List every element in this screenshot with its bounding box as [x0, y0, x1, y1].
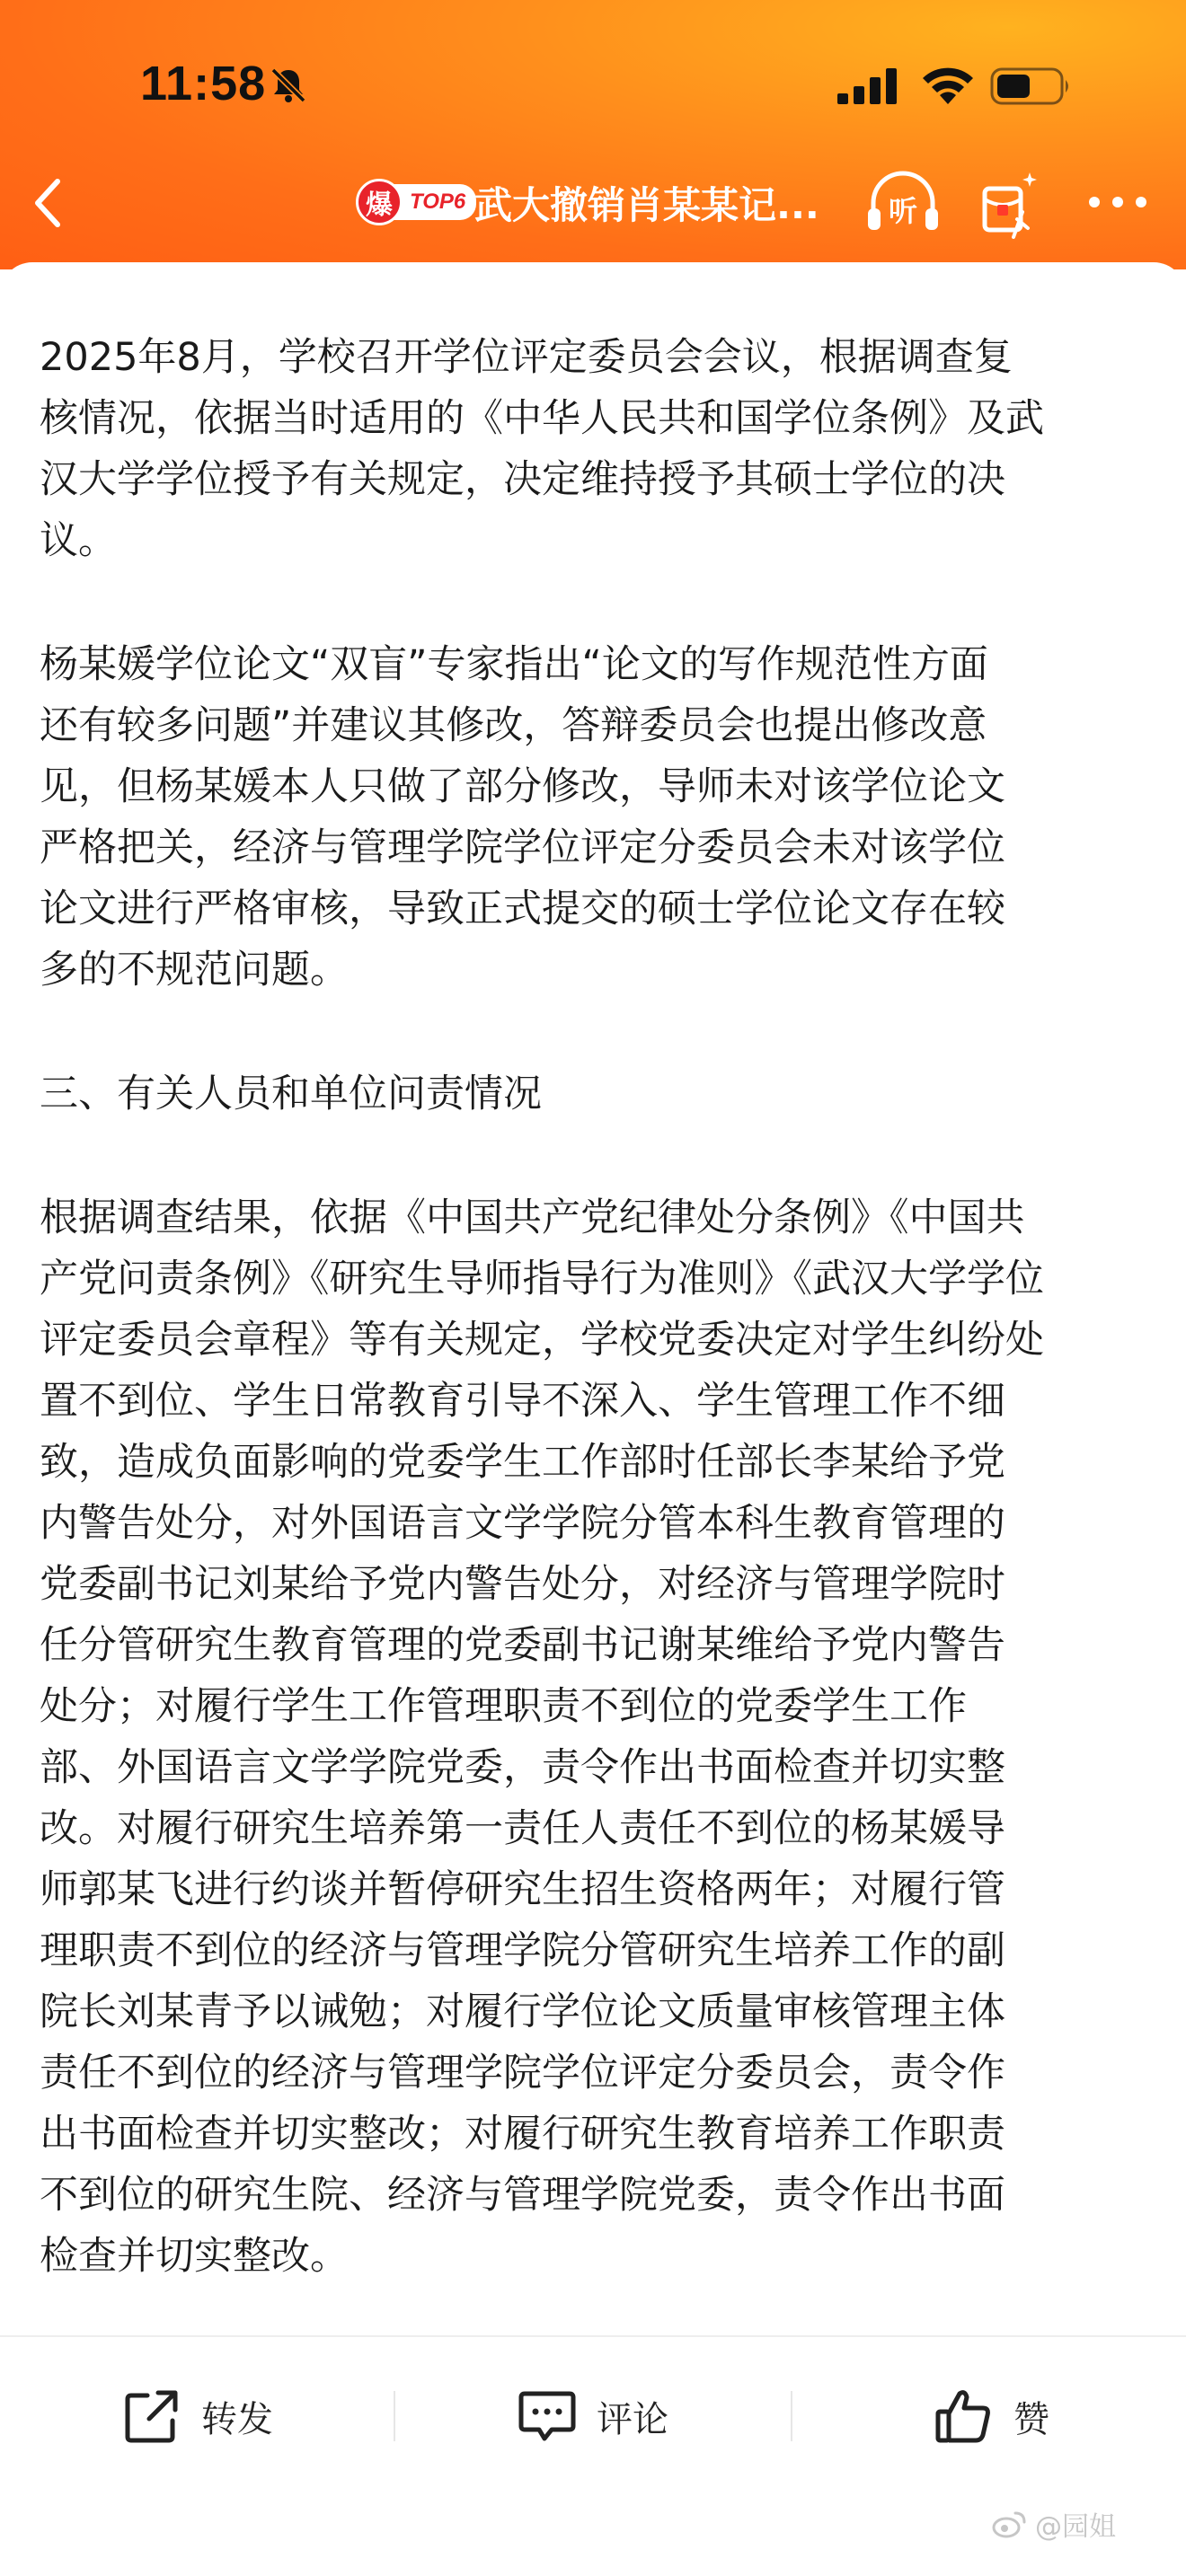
back-icon[interactable] — [25, 167, 70, 239]
bell-off-icon — [268, 65, 309, 106]
hot-rank-badge — [356, 178, 476, 226]
thumbs-up-icon — [934, 2386, 994, 2446]
rank-tag: TOP6 — [394, 184, 476, 220]
headphones-icon[interactable] — [863, 167, 943, 239]
watermark — [992, 2504, 1116, 2544]
watermark-text: @园姐 — [1035, 2511, 1116, 2543]
header — [0, 0, 1186, 269]
text-line: 评定委员会章程》等有关规定，学校党委决定对学生纠纷处 — [40, 1318, 1044, 1363]
page-title[interactable]: 武大撤销肖某某记... — [474, 183, 819, 227]
text-line: 检查并切实整改。 — [40, 2234, 349, 2279]
text-line: 致，造成负面影响的党委学生工作部时任部长李某给予党 — [40, 1440, 1005, 1485]
text-line: 置不到位、学生日常教育引导不深入、学生管理工作不细 — [40, 1379, 1005, 1424]
text-line: 产党问责条例》《研究生导师指导行为准则》《武汉大学学位 — [40, 1257, 1044, 1301]
paragraph — [40, 327, 1154, 571]
content-card — [0, 262, 1186, 2337]
text-line: 根据调查结果，依据《中国共产党纪律处分条例》《中国共 — [40, 1195, 1025, 1240]
text-line: 改。对履行研究生培养第一责任人责任不到位的杨某媛导 — [40, 1806, 1005, 1851]
status-time: 11:58 — [140, 57, 267, 110]
like-button[interactable] — [934, 2380, 1049, 2452]
paragraph — [40, 1187, 1154, 2287]
share-icon — [122, 2386, 181, 2446]
text-line: 还有较多问题”并建议其修改，答辩委员会也提出修改意 — [40, 703, 987, 748]
text-line: 不到位的研究生院、经济与管理学院党委，责令作出书面 — [40, 2173, 1005, 2218]
text-line: 理职责不到位的经济与管理学院分管研究生培养工作的副 — [40, 1928, 1005, 1973]
text-line: 汉大学学位授予有关规定，决定维持授予其硕士学位的决 — [40, 457, 1005, 502]
cellular-signal-icon — [836, 68, 898, 104]
text-line: 见，但杨某媛本人只做了部分修改，导师未对该学位论文 — [40, 764, 1005, 809]
forward-label: 转发 — [201, 2398, 273, 2440]
listen-label: 听 — [888, 194, 918, 228]
section-heading — [40, 1063, 1154, 1125]
text-line: 院长刘某青予以诫勉；对履行学位论文质量审核管理主体 — [40, 1989, 1005, 2034]
forward-button[interactable] — [122, 2380, 273, 2452]
weibo-logo-icon — [992, 2510, 1028, 2538]
red-packet-icon[interactable] — [978, 165, 1042, 241]
text-line: 议。 — [40, 518, 117, 563]
text-line: 出书面检查并切实整改；对履行研究生教育培养工作职责 — [40, 2112, 1005, 2157]
text-line: 杨某媛学位论文“双盲”专家指出“论文的写作规范性方面 — [40, 642, 988, 687]
status-bar — [0, 0, 1186, 153]
comment-button[interactable] — [518, 2380, 668, 2452]
text-line: 严格把关，经济与管理学院学位评定分委员会未对该学位 — [40, 825, 1005, 870]
article-body — [40, 327, 1154, 2287]
text-line: 责任不到位的经济与管理学院学位评定分委员会，责令作 — [40, 2051, 1005, 2095]
wifi-icon — [920, 65, 976, 106]
text-line: 师郭某飞进行约谈并暂停研究生招生资格两年；对履行管 — [40, 1867, 1005, 1912]
text-line: 内警告处分，对外国语言文学学院分管本科生教育管理的 — [40, 1501, 1005, 1546]
battery-icon — [990, 66, 1073, 106]
action-bar — [0, 2335, 1186, 2490]
text-line: 任分管研究生教育管理的党委副书记谢某维给予党内警告 — [40, 1623, 1005, 1668]
divider — [394, 2391, 395, 2441]
text-line: 多的不规范问题。 — [40, 948, 349, 992]
divider — [791, 2391, 792, 2441]
text-line: 部、外国语言文学学院党委，责令作出书面检查并切实整 — [40, 1745, 1005, 1790]
text-line: 三、有关人员和单位问责情况 — [40, 1072, 542, 1116]
text-line: 处分；对履行学生工作管理职责不到位的党委学生工作 — [40, 1684, 967, 1729]
comment-label: 评论 — [597, 2398, 668, 2440]
text-line: 党委副书记刘某给予党内警告处分，对经济与管理学院时 — [40, 1562, 1005, 1607]
paragraph — [40, 634, 1154, 1001]
text-line: 2025年8月，学校召开学位评定委员会会议，根据调查复 — [40, 335, 1013, 380]
text-line: 论文进行严格审核，导致正式提交的硕士学位论文存在较 — [40, 887, 1005, 931]
comment-icon — [518, 2386, 577, 2446]
more-dots-icon[interactable] — [1084, 180, 1152, 225]
like-label: 赞 — [1013, 2398, 1049, 2440]
hot-badge-icon: 爆 — [356, 179, 403, 225]
text-line: 核情况，依据当时适用的《中华人民共和国学位条例》及武 — [40, 396, 1044, 441]
nav-bar — [0, 153, 1186, 251]
